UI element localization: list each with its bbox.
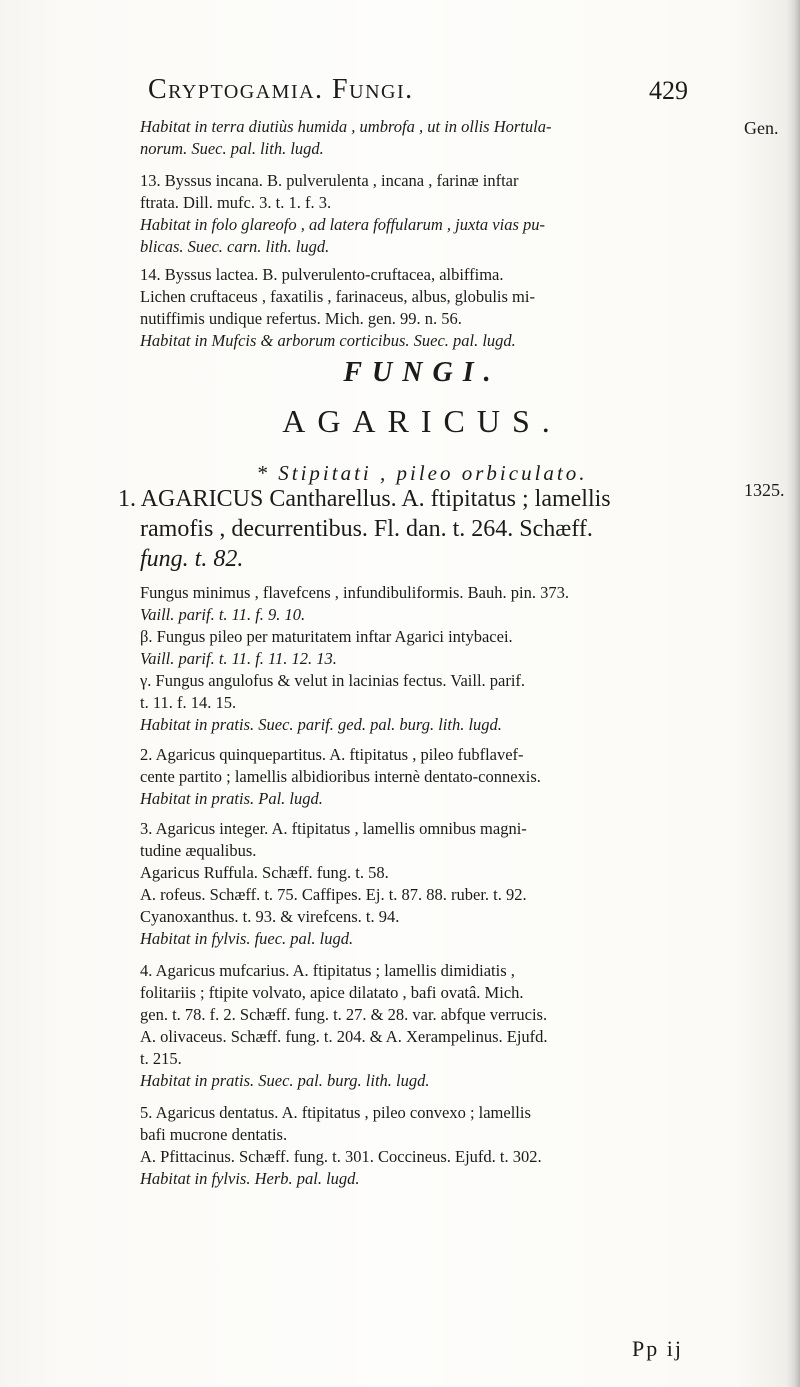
text-line: gen. t. 78. f. 2. Schæff. fung. t. 27. & 28. var. abfque verrucis. xyxy=(140,1005,548,1024)
text-line: folitariis ; ftipite volvato, apice dilatato , bafi ovatâ. Mich. xyxy=(140,983,524,1002)
text-line: tudine æqualibus. xyxy=(140,841,257,860)
text-line: Vaill. parif. t. 11. f. 9. 10. xyxy=(140,605,306,624)
page-edge-shadow xyxy=(786,0,800,1387)
entry-byssus-incana xyxy=(118,170,726,258)
page-header xyxy=(148,74,688,114)
entry-agaricus-quinquepartitus xyxy=(118,744,726,810)
entry-agaricus-cantharellus-synonyms xyxy=(118,582,726,736)
text-line: bafi mucrone dentatis. xyxy=(140,1125,288,1144)
habitat-line: Habitat in pratis. Pal. lugd. xyxy=(140,789,323,808)
text-line: Agaricus Ruffula. Schæff. fung. t. 58. xyxy=(140,863,389,882)
entry-agaricus-integer xyxy=(118,818,726,950)
text-line: cente partito ; lamellis albidioribus internè dentato-connexis. xyxy=(140,767,541,786)
text-line: fung. t. 82. xyxy=(140,546,244,572)
text-line: Cyanoxanthus. t. 93. & virefcens. t. 94. xyxy=(140,907,400,926)
text-line: Vaill. parif. t. 11. f. 11. 12. 13. xyxy=(140,649,337,668)
habitat-line: Habitat in folo glareofo , ad latera foffularum , juxta vias pu- xyxy=(140,215,545,234)
habitat-line: Habitat in pratis. Suec. pal. burg. lith. lugd. xyxy=(140,1071,430,1090)
text-line: A. olivaceus. Schæff. fung. t. 204. & A. Xerampelinus. Ejufd. xyxy=(140,1027,548,1046)
text-line: t. 215. xyxy=(140,1049,182,1068)
text-line: A. rofeus. Schæff. t. 75. Caffipes. Ej. t. 87. 88. ruber. t. 92. xyxy=(140,885,527,904)
entry-agaricus-cantharellus xyxy=(118,484,726,574)
entry-agaricus-dentatus xyxy=(118,1102,726,1190)
running-head: Cryptogamia. Fungi. xyxy=(148,74,414,105)
entry-heading: 4. Agaricus mufcarius. A. ftipitatus ; lamellis dimidiatis , xyxy=(140,961,515,980)
text-line: ftrata. Dill. mufc. 3. t. 1. f. 3. xyxy=(140,193,332,212)
text-line: Lichen cruftaceus , faxatilis , farinaceus, albus, globulis mi- xyxy=(140,287,535,306)
habitat-line: Habitat in fylvis. fuec. pal. lugd. xyxy=(140,929,354,948)
text-line: ramofis , decurrentibus. Fl. dan. t. 264. Schæff. xyxy=(140,516,593,542)
entry-heading: 5. Agaricus dentatus. A. ftipitatus , pileo convexo ; lamellis xyxy=(140,1103,531,1122)
text-line: A. Pfittacinus. Schæff. fung. t. 301. Coccineus. Ejufd. t. 302. xyxy=(140,1147,542,1166)
text-line: norum. Suec. pal. lith. lugd. xyxy=(140,139,324,158)
order-title: FUNGI. xyxy=(343,357,501,388)
margin-note-gen: Gen. xyxy=(744,118,779,138)
entry-byssus-lactea xyxy=(118,264,726,352)
variety-beta: β. Fungus pileo per maturitatem inftar Agarici intybacei. xyxy=(140,627,513,646)
entry-heading: 3. Agaricus integer. A. ftipitatus , lamellis omnibus magni- xyxy=(140,819,527,838)
signature-mark: Pp ij xyxy=(632,1336,683,1361)
margin-genus-number: 1325. xyxy=(744,480,785,500)
text-line: Fungus minimus , flavefcens , infundibuliformis. Bauh. pin. 373. xyxy=(140,583,569,602)
section-title: * Stipitati , pileo orbiculato. xyxy=(256,461,588,485)
habitat-previous xyxy=(118,116,726,160)
entry-agaricus-muscarius xyxy=(118,960,726,1092)
habitat-line: Habitat in Mufcis & arborum corticibus. Suec. pal. lugd. xyxy=(140,331,516,350)
entry-heading: 13. Byssus incana. B. pulverulenta , incana , farinæ inftar xyxy=(140,171,519,190)
entry-heading: 1. AGARICUS Cantharellus. A. ftipitatus ; lamellis xyxy=(118,486,611,512)
habitat-line: blicas. Suec. carn. lith. lugd. xyxy=(140,237,330,256)
genus-title: AGARICUS. xyxy=(282,403,562,439)
entry-heading: 2. Agaricus quinquepartitus. A. ftipitatus , pileo fubflavef- xyxy=(140,745,524,764)
entry-heading: 14. Byssus lactea. B. pulverulento-cruftacea, albiffima. xyxy=(140,265,504,284)
text-line: Habitat in terra diutiùs humida , umbrofa , ut in ollis Hortula- xyxy=(140,117,552,136)
text-line: nutiffimis undique refertus. Mich. gen. 99. n. 56. xyxy=(140,309,462,328)
variety-gamma: γ. Fungus angulofus & velut in lacinias fectus. Vaill. parif. xyxy=(140,671,526,690)
habitat-line: Habitat in pratis. Suec. parif. ged. pal. burg. lith. lugd. xyxy=(140,715,502,734)
page-number: 429 xyxy=(649,76,688,105)
text-line: t. 11. f. 14. 15. xyxy=(140,693,237,712)
habitat-line: Habitat in fylvis. Herb. pal. lugd. xyxy=(140,1169,360,1188)
